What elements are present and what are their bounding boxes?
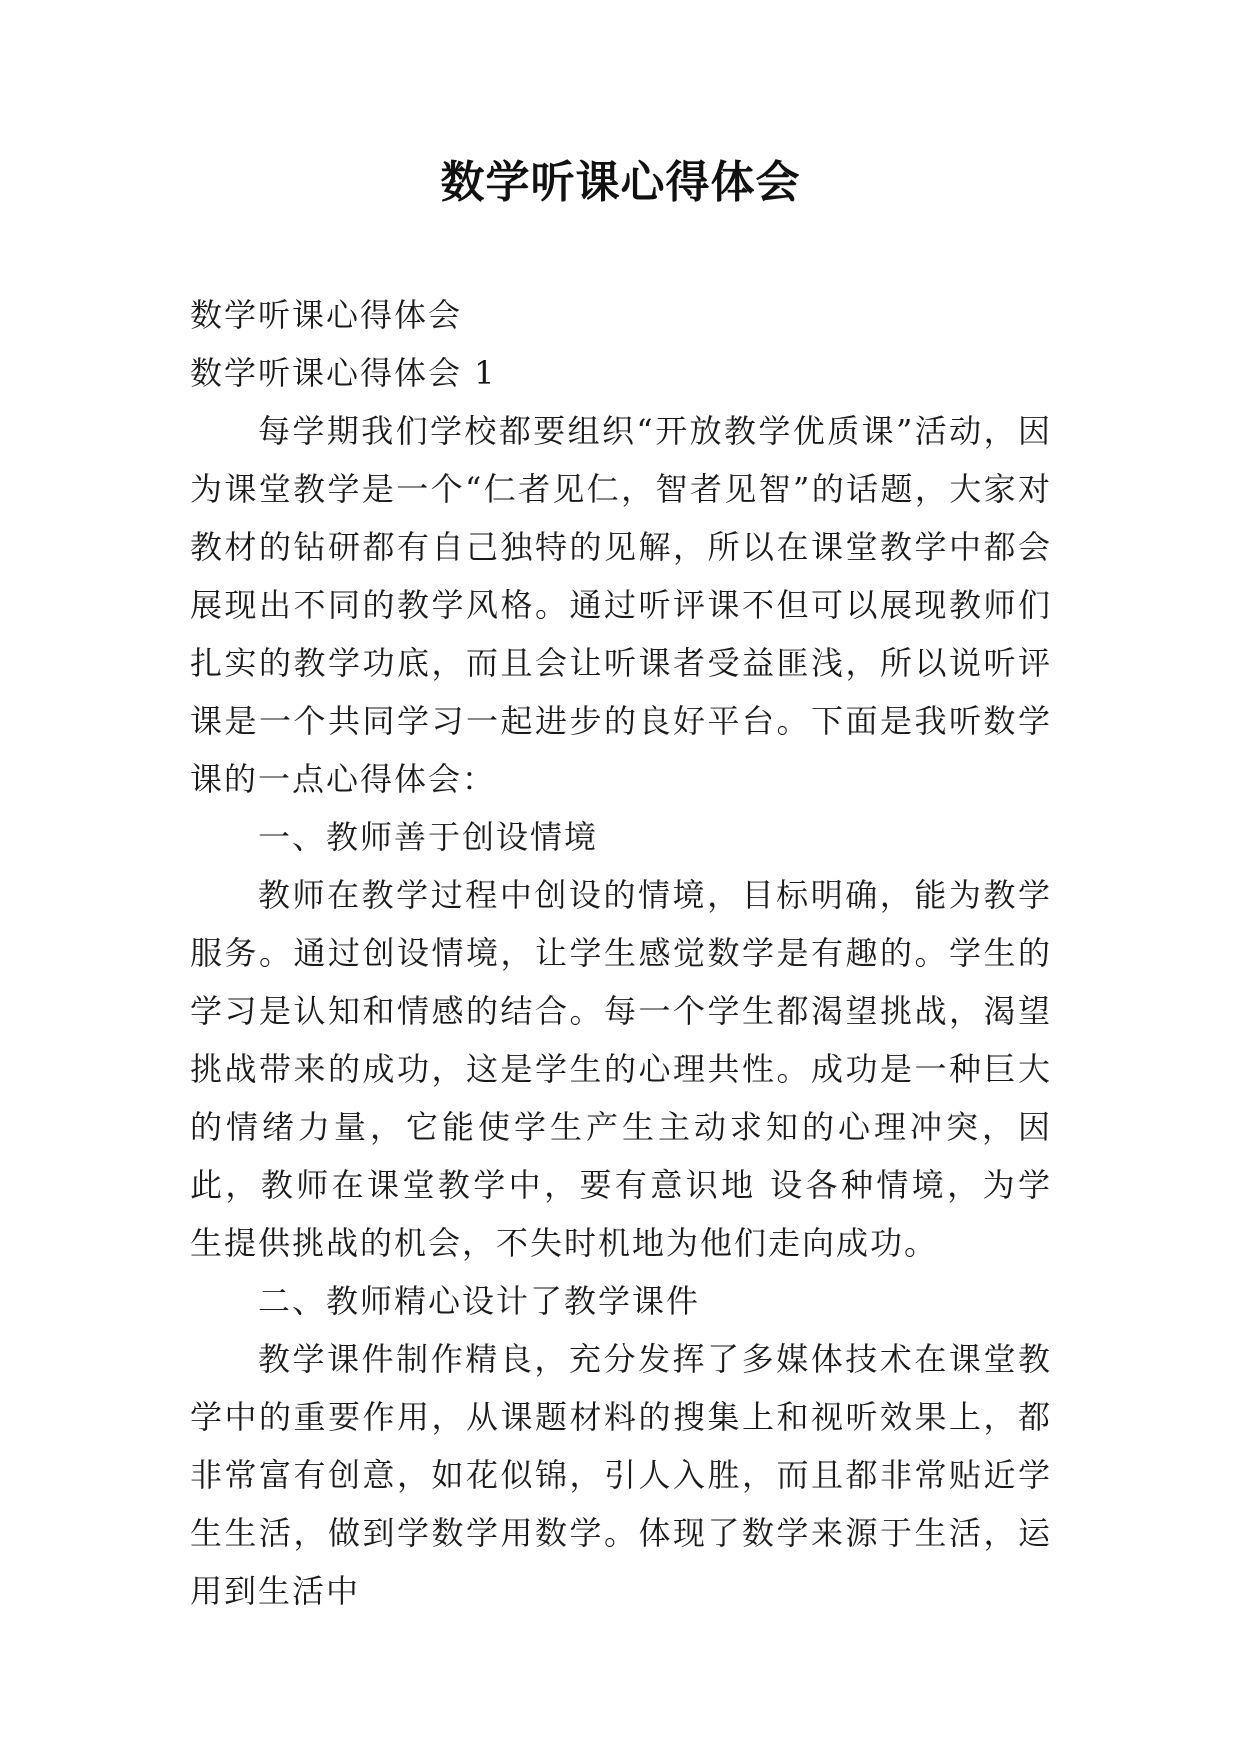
document-subtitle: 数学听课心得体会 (190, 296, 463, 334)
paragraph-point-2: 教学课件制作精良，充分发挥了多媒体技术在课堂教学中的重要作用，从课题材料的搜集上和视听效果上，都非常富有创意，如花似锦，引人入胜，而且都非常贴近学生生活，做到学数学用数学。体现了数学来源于生活，运用到生活中 (190, 1340, 1052, 1610)
paragraph-point-1: 教师在教学过程中创设的情境，目标明确，能为教学服务。通过创设情境，让学生感觉数学是有趣的。学生的学习是认知和情感的结合。每一个学生都渴望挑战，渴望挑战带来的成功，这是学生的心理共性。成功是一种巨大的情绪力量，它能使学生产生主动求知的心理冲突，因此，教师在课堂教学中，要有意识地 设各种情境，为学生提供挑战的机会，不失时机地为他们走向成功。 (190, 876, 1052, 1262)
point-heading-2: 二、教师精心设计了教学课件 (258, 1282, 701, 1320)
paragraph-intro: 每学期我们学校都要组织“开放教学优质课”活动，因为课堂教学是一个“仁者见仁，智者见智”的话题，大家对教材的钻研都有自己独特的见解，所以在课堂教学中都会展现出不同的教学风格。通过听评课不但可以展现教师们扎实的教学功底，而且会让听课者受益匪浅，所以说听评课是一个共同学习一起进步的良好平台。下面是我听数学课的一点心得体会： (190, 412, 1052, 798)
document-body (190, 286, 1052, 1620)
point-heading-1: 一、教师善于创设情境 (258, 818, 599, 856)
section-heading: 数学听课心得体会 1 (190, 354, 497, 392)
document-title: 数学听课心得体会 (440, 157, 801, 208)
